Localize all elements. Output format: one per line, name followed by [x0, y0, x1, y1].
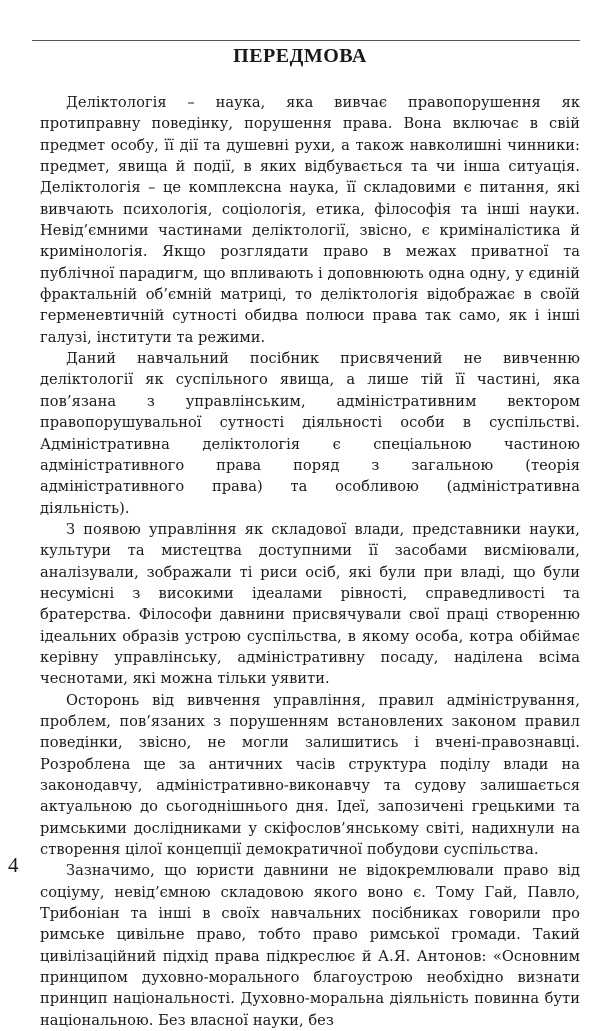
body-text — [40, 92, 580, 1031]
paragraph: З появою управління як складової влади, представники науки, культури та мистецтва доступними її засобами висміювали, аналізували, зображали ті риси осіб, які були при владі, що були несумісні з високими ідеалами рівності, справедливості та братерства. Філософи давнини присвячували свої праці створенню ідеальних образів устрою суспільства, в якому особа, котра обіймає керівну управлінську, адміністративну посаду, наділена всіма чеснотами, які можна тільки уявити. — [40, 520, 580, 688]
paragraph: Зазначимо, що юристи давнини не відокремлювали право від соціуму, невід’ємною складовою якого воно є. Тому Гай, Павло, Трибоніан та інші в своїх навчальних посібниках говорили про римське цивільне право, тобто право римської громади. Такий цивілізаційний підхід права підкреслює й А.Я. Антонов: «Основним принципом духовно-морального благоустрою необхідно визнати принцип національності. Духовно-моральна діяльність повинна бути національною. Без власної науки, без — [40, 862, 580, 1029]
paragraph: Деліктологія – наука, яка вивчає правопорушення як протиправну поведінку, порушення права. Вона включає в свій предмет особу, її дії та душевні рухи, а також навколишні чинники: предмет, явища й події, в яких відбувається та чи інша ситуація. Деліктологія – це комплексна наука, її складовими є питання, які вивчають психологія, соціологія, етика, філософія та інші науки. Невід’ємними частинами деліктології, звісно, є криміналістика й кримінологія. Якщо розглядати право в межах приватної та публічної парадигм, що впливають і доповнюють одна одну, у єдиній фрактальній об’ємній матриці, то деліктологія відображає в своїй герменевтичній сутності обидва полюси права так само, як і інші галузі, інститути та режими. — [40, 94, 580, 346]
paragraph: Даний навчальний посібник присвячений не вивченню деліктології як суспільного явища, а лише тій її частині, яка пов’язана з управлінським, адміністративним вектором правопорушувальної сутності діяльності особи в суспільстві. Адміністративна деліктологія є спеціальною частиною адміністративного права поряд з загальною (теорія адміністративного права) та особливою (адміністративна діяльність). — [40, 350, 580, 517]
page-title: ПЕРЕДМОВА — [233, 45, 367, 67]
page-number: 4 — [8, 853, 19, 877]
paragraph: Осторонь від вивчення управління, правил адміністрування, проблем, пов’язаних з порушенням встановлених законом правил поведінки, звісно, не могли залишитись і вчені-правознавці. Розроблена ще за античних часів структура поділу влади на законодавчу, адміністративно-виконавчу та судову залишається актуальною до сьогоднішнього дня. Ідеї, запозичені грецькими та римськими дослідниками у скіфослов’янському світі, надихнули на створення цілої концепції демократичної побудови суспільства. — [40, 691, 580, 859]
header-rule — [32, 40, 580, 41]
